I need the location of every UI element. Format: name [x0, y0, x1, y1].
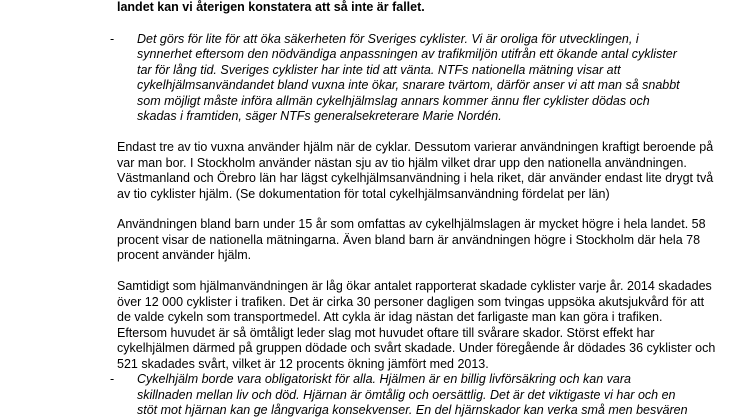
paragraph-line: de valde cykeln som transportmedel. Att cykla är idag nästan det farligaste man kan göra i trafiken.: [117, 310, 663, 324]
paragraph-line: över 12 000 cyklister i trafiken. Det är cirka 30 personer dagligen som tvingas uppsöka akutsjukvård för att: [117, 295, 705, 309]
paragraph-line: 521 skadades svårt, vilket är 12 procents ökning jämfört med 2013.: [117, 357, 489, 371]
quote1-line: cykelhjälmsanvändandet bland vuxna inte ökar, snarare tvärtom, därför anser vi att man så snabbt: [137, 78, 680, 92]
paragraph-line: Västmanland och Örebro län har lägst cykelhjälmsanvändning i hela riket, där använder endast lite drygt två: [117, 171, 714, 185]
paragraph-line: Användningen bland barn under 15 år som omfattas av cykelhjälmslagen är mycket högre i hela landet. 58: [117, 217, 706, 231]
paragraph-line: Eftersom huvudet är så ömtåligt leder slag mot huvudet oftare till svårare skador. Störst effekt har: [117, 326, 655, 340]
quote2-line: skillnaden mellan liv och död. Hjärnan är ömtålig och oersättlig. Det är det viktigaste vi har och en: [137, 388, 676, 402]
paragraph-line: procent använder hjälm.: [117, 248, 252, 262]
paragraph-line: cykelhjälmen därmed på gruppen dödade och svårt skadade. Under föregående år dödades 36 cyklister och: [117, 341, 716, 355]
quote1-line: Det görs för lite för att öka säkerheten för Sveriges cyklister. Vi är oroliga för utvecklingen, i: [137, 32, 639, 46]
paragraph-line: av tio cyklister hjälm. (Se dokumentation för total cykelhjälmsanvändning fördelat per län): [117, 187, 610, 201]
paragraph-line: Endast tre av tio vuxna använder hjälm när de cyklar. Dessutom varierar användningen kraftigt beroende på: [117, 140, 714, 154]
quote2-line: Cykelhjälm borde vara obligatoriskt för alla. Hjälmen är en billig livförsäkring och kan vara: [137, 372, 631, 386]
quote1-line: skadas i framtiden, säger NTFs generalsekreterare Marie Nordén.: [137, 109, 502, 123]
quote1-line: tar för lång tid. Sveriges cyklister har inte tid att vänta. NTFs nationella mätning visar att: [137, 63, 621, 77]
paragraph-line: var man bor. I Stockholm använder nästan sju av tio hjälm vilket drar upp den nationella användningen.: [117, 156, 687, 170]
quote-dash-2: -: [110, 372, 115, 386]
quote1-line: synnerhet eftersom den nödvändiga anpassningen av trafikmiljön utifrån ett ökande antal cyklister: [137, 47, 677, 61]
quote1-line: som möjligt måste införa allmän cykelhjälmslag annars kommer ännu fler cyklister dödas och: [137, 94, 650, 108]
quote2-line: stöt mot hjärnan kan ge långvariga konsekvenser. En del hjärnskador kan verka små men besvären: [137, 403, 688, 417]
paragraph-line: procent visar de nationella mätningarna. Även bland barn är användningen högre i Stockholm där hela 78: [117, 233, 701, 247]
quote-dash-1: -: [110, 32, 115, 46]
intro-bold-line: landet kan vi återigen konstatera att så inte är fallet.: [117, 0, 425, 14]
paragraph-line: Samtidigt som hjälmanvändningen är låg ökar antalet rapporterat skadade cyklister varje år. 2014 skadades: [117, 279, 712, 293]
